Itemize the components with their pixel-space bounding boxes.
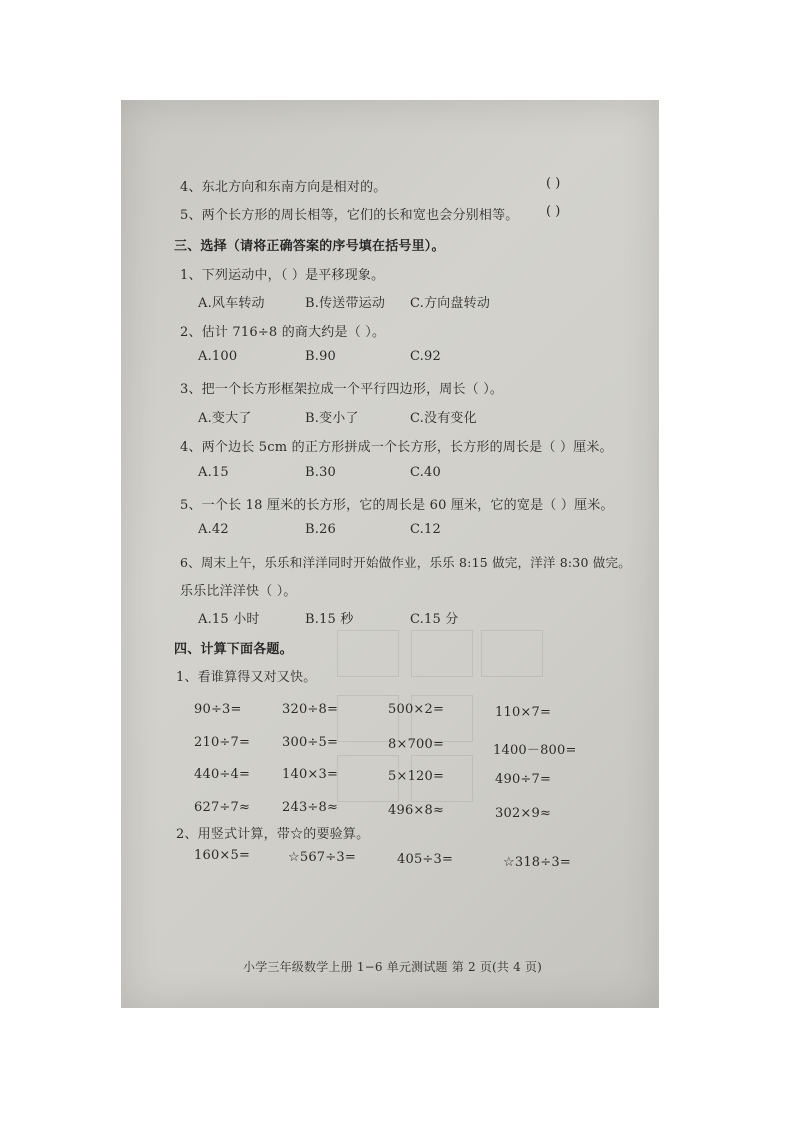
calc-item: 302×9≈ bbox=[495, 806, 552, 821]
tf-answer-paren-5[interactable]: ( ) bbox=[546, 204, 561, 219]
choice-question-4: 4、两个边长 5cm 的正方形拼成一个长方形，长方形的周长是（ ）厘米。 bbox=[180, 440, 613, 455]
choice-option-a: A.42 bbox=[198, 522, 229, 537]
choice-option-b: B.30 bbox=[305, 465, 337, 480]
choice-option-a: A.100 bbox=[198, 349, 238, 364]
choice-question-6-line2: 乐乐比洋洋快（ ）。 bbox=[180, 584, 297, 599]
calc-item: 8×700= bbox=[388, 737, 445, 752]
choice-option-c: C.没有变化 bbox=[410, 411, 477, 426]
choice-option-c: C.12 bbox=[410, 522, 441, 537]
section-3-heading: 三、选择（请将正确答案的序号填在括号里）。 bbox=[174, 239, 445, 254]
oral-calc-instruction: 1、看谁算得又对又快。 bbox=[176, 670, 317, 685]
calc-item: 300÷5= bbox=[282, 735, 339, 750]
show-through-box bbox=[411, 630, 473, 677]
choice-option-a: A.变大了 bbox=[198, 411, 252, 426]
show-through-box bbox=[481, 630, 543, 677]
choice-question-6: 6、周末上午，乐乐和洋洋同时开始做作业，乐乐 8:15 做完，洋洋 8:30 做完。 bbox=[180, 555, 631, 570]
calc-item: 440÷4= bbox=[194, 767, 251, 782]
section-4-heading: 四、计算下面各题。 bbox=[174, 642, 293, 657]
calc-item: 5×120= bbox=[388, 769, 445, 784]
calc-item: 210÷7= bbox=[194, 735, 251, 750]
choice-option-b: B.90 bbox=[305, 349, 337, 364]
choice-option-b: B.变小了 bbox=[305, 411, 359, 426]
calc-item: 627÷7≈ bbox=[194, 800, 251, 815]
calc-item: 243÷8≈ bbox=[282, 800, 339, 815]
choice-option-a: A.风车转动 bbox=[198, 296, 265, 311]
choice-option-c: C.方向盘转动 bbox=[410, 296, 491, 311]
choice-question-1: 1、下列运动中，（ ）是平移现象。 bbox=[180, 268, 385, 283]
calc-item: 500×2= bbox=[388, 702, 445, 717]
calc-item: 496×8≈ bbox=[388, 803, 445, 818]
choice-option-a: A.15 bbox=[198, 465, 229, 480]
tf-answer-paren-4[interactable]: ( ) bbox=[546, 176, 561, 191]
vertical-calc-item: ☆567÷3= bbox=[288, 850, 356, 865]
vertical-calc-instruction: 2、用竖式计算，带☆的要验算。 bbox=[176, 827, 370, 842]
choice-question-3: 3、把一个长方形框架拉成一个平行四边形，周长（ ）。 bbox=[180, 382, 504, 397]
vertical-calc-item: 160×5= bbox=[194, 848, 251, 863]
tf-question-5: 5、两个长方形的周长相等，它们的长和宽也会分别相等。 bbox=[180, 208, 519, 223]
vertical-calc-item: ☆318÷3= bbox=[503, 855, 571, 870]
calc-item: 1400－800= bbox=[493, 743, 577, 758]
choice-question-5: 5、一个长 18 厘米的长方形，它的周长是 60 厘米，它的宽是（ ）厘米。 bbox=[180, 498, 614, 513]
tf-question-4: 4、东北方向和东南方向是相对的。 bbox=[180, 180, 387, 195]
choice-option-a: A.15 小时 bbox=[198, 612, 260, 627]
choice-option-c: C.40 bbox=[410, 465, 441, 480]
choice-option-c: C.92 bbox=[410, 349, 441, 364]
calc-item: 110×7= bbox=[495, 705, 552, 720]
choice-option-b: B.15 秒 bbox=[305, 612, 354, 627]
choice-option-b: B.26 bbox=[305, 522, 337, 537]
vertical-calc-item: 405÷3= bbox=[397, 852, 454, 867]
calc-item: 140×3= bbox=[282, 767, 339, 782]
choice-option-b: B.传送带运动 bbox=[305, 296, 386, 311]
calc-item: 490÷7= bbox=[495, 772, 552, 787]
show-through-box bbox=[337, 630, 399, 677]
calc-item: 90÷3= bbox=[194, 702, 242, 717]
calc-item: 320÷8= bbox=[282, 702, 339, 717]
page-footer: 小学三年级数学上册 1−6 单元测试题 第 2 页(共 4 页) bbox=[243, 960, 543, 974]
choice-question-2: 2、估计 716÷8 的商大约是（ ）。 bbox=[180, 325, 386, 340]
choice-option-c: C.15 分 bbox=[410, 612, 459, 627]
